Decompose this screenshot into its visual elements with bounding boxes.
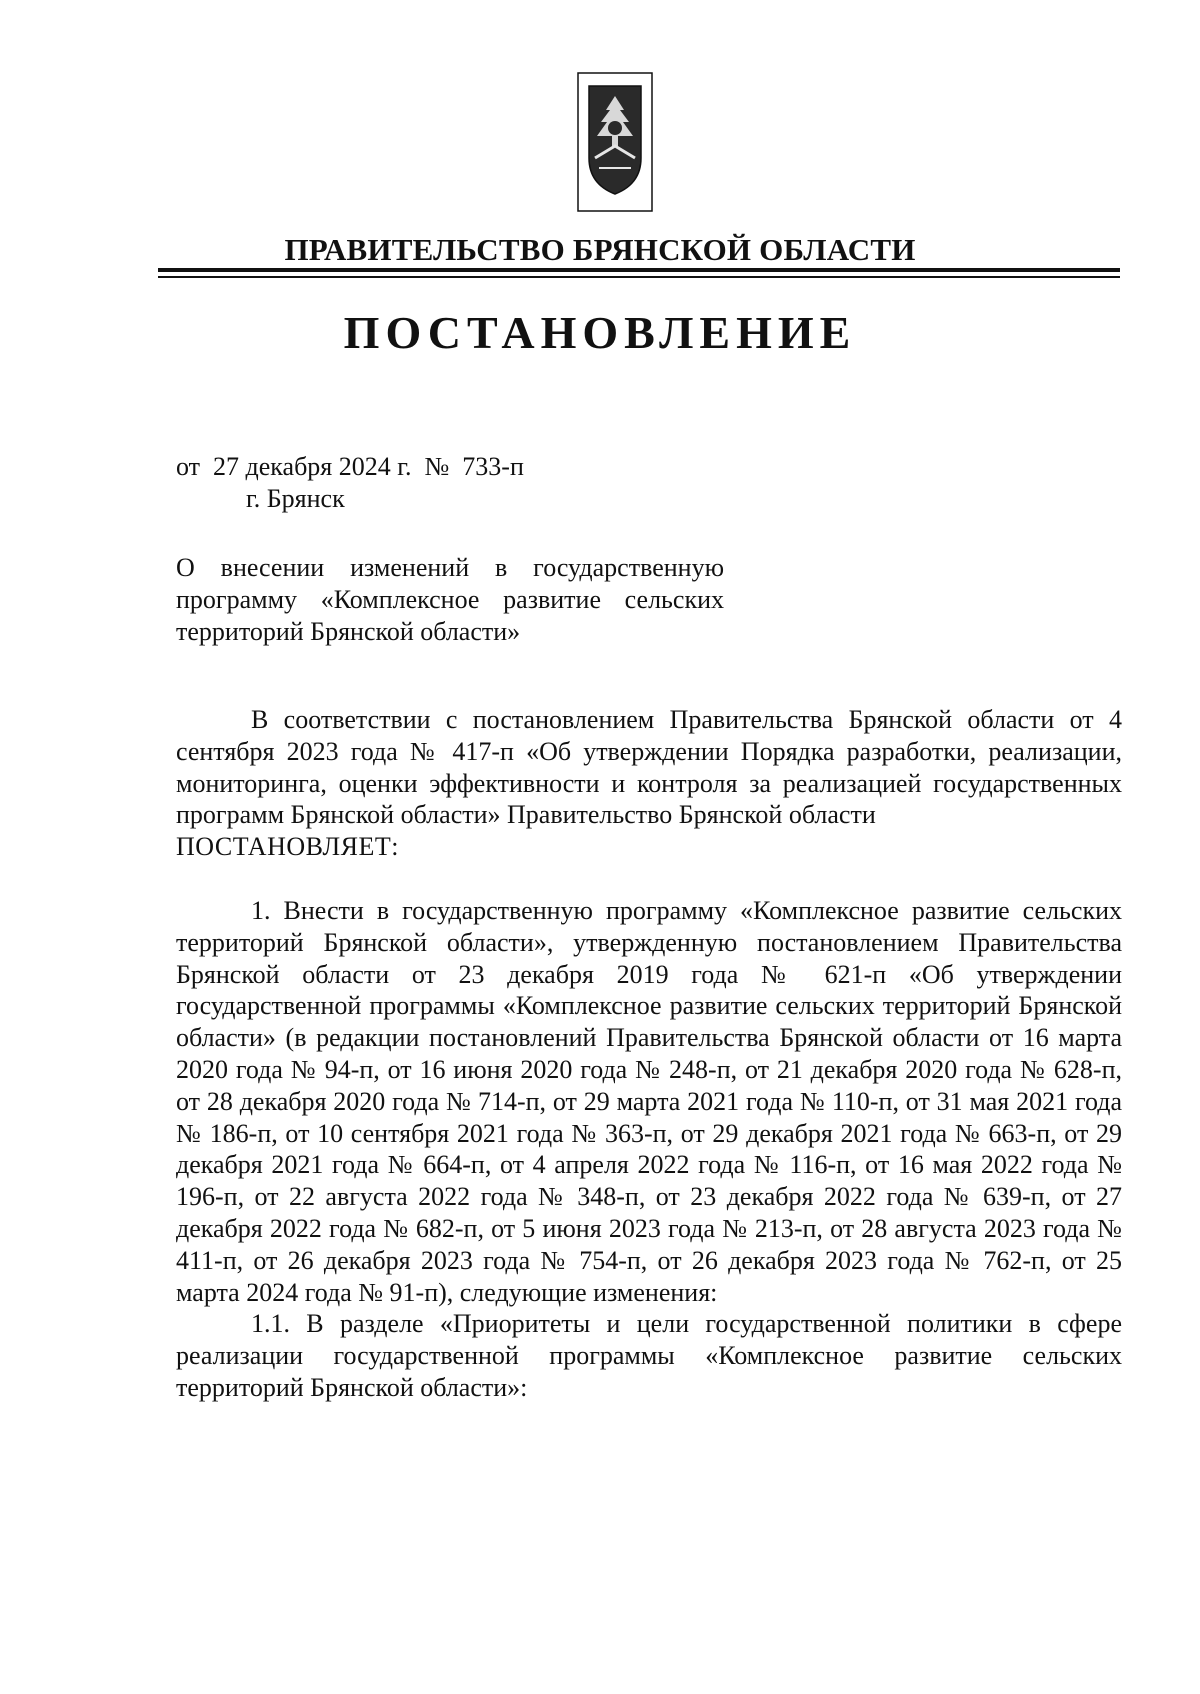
organization-title: ПРАВИТЕЛЬСТВО БРЯНСКОЙ ОБЛАСТИ [284, 232, 916, 267]
paragraph-gap [176, 863, 1122, 895]
header-rule-thin [158, 276, 1120, 278]
coat-of-arms-icon [577, 72, 653, 212]
preamble-paragraph: В соответствии с постановлением Правительства Брянской области от 4 сентября 2023 года № 417-п «Об утверждении Порядка разработки, реализации, мониторинга, оценки эффективности и контроля за реализацией государственных программ Брянской области» Правительство Брянской области [176, 705, 1122, 830]
document-body [176, 704, 1122, 1404]
document-date-number: от 27 декабря 2024 г. № 733-п [176, 452, 524, 481]
document-subject: О внесении изменений в государственную программу «Комплексное развитие сельских территорий Брянской области» [176, 553, 724, 646]
document-city: г. Брянск [246, 484, 345, 513]
item-1-paragraph: 1. Внести в государственную программу «Комплексное развитие сельских территорий Брянской области», утвержденную постановлением Правительства Брянской области от 23 декабря 2019 года № 621-п «Об утверждении государственной программы «Комплексное развитие сельских территорий Брянской области» (в редакции постановлений Правительства Брянской области от 16 марта 2020 года № 94-п, от 16 июня 2020 года № 248-п, от 21 декабря 2020 года № 628-п, от 28 декабря 2020 года № 714-п, от 29 марта 2021 года № 110-п, от 31 мая 2021 года № 186-п, от 10 сентября 2021 года № 363-п, от 29 декабря 2021 года № 663-п, от 29 декабря 2021 года № 664-п, от 4 апреля 2022 года № 116-п, от 16 мая 2022 года № 196-п, от 22 августа 2022 года № 348-п, от 23 декабря 2022 года № 639-п, от 27 декабря 2022 года № 682-п, от 5 июня 2023 года № 213-п, от 28 августа 2023 года № 411-п, от 26 декабря 2023 года № 754-п, от 26 декабря 2023 года № 762-п, от 25 марта 2024 года № 91-п), следующие изменения: [176, 895, 1122, 1307]
decree-word: ПОСТАНОВЛЯЕТ: [176, 832, 399, 862]
item-1-1-paragraph: 1.1. В разделе «Приоритеты и цели государственной политики в сфере реализации государственной программы «Комплексное развитие сельских территорий Брянской области»: [176, 1309, 1122, 1402]
header-rule-thick [158, 268, 1120, 272]
document-type-title: ПОСТАНОВЛЕНИЕ [343, 307, 857, 358]
